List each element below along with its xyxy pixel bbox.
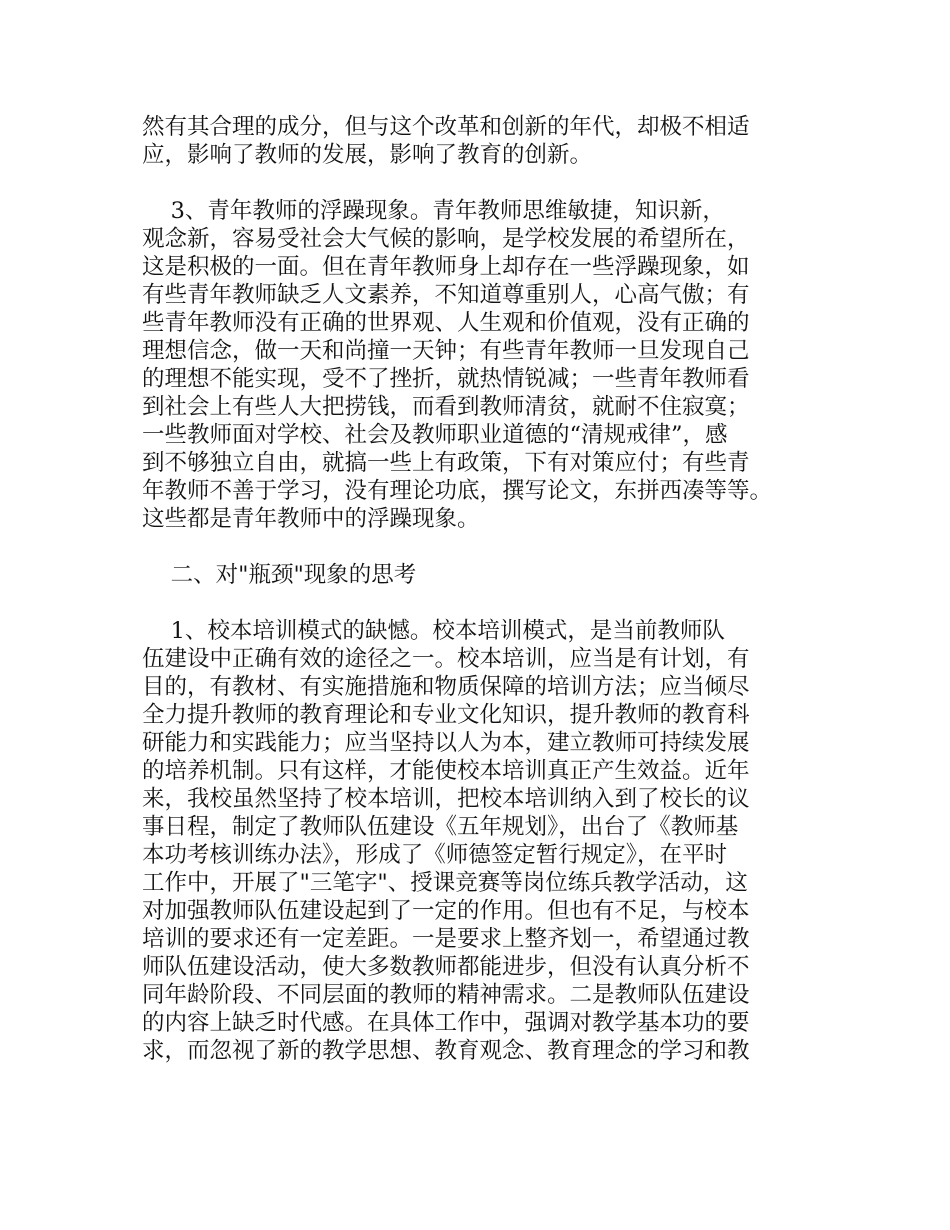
text-line: 对加强教师队伍建设起到了一定的作用。但也有不足，与校本 (142, 898, 750, 924)
text-line: 工作中，开展了"三笔字"、授课竞赛等岗位练兵教学活动，这 (142, 870, 748, 896)
paragraph-spacer (142, 589, 832, 617)
text-line: 这是积极的一面。但在青年教师身上却存在一些浮躁现象，如 (142, 254, 750, 280)
paragraph-spacer (142, 169, 832, 197)
text-line: 到不够独立自由，就搞一些上有政策，下有对策应付；有些青 (142, 450, 750, 476)
heading-line: 二、对"瓶颈"现象的思考 (142, 562, 417, 588)
text-line: 有些青年教师缺乏人文素养，不知道尊重别人，心高气傲；有 (142, 282, 750, 308)
text-line: 1、校本培训模式的缺憾。校本培训模式，是当前教师队 (142, 618, 725, 644)
text-line: 一些教师面对学校、社会及教师职业道德的“清规戒律”，感 (142, 422, 728, 448)
paragraph-continuation (142, 113, 832, 169)
text-line: 同年龄阶段、不同层面的教师的精神需求。二是教师队伍建设 (142, 982, 750, 1008)
section-heading (142, 561, 832, 589)
text-line: 事日程，制定了教师队伍建设《五年规划》，出台了《教师基 (142, 814, 739, 840)
text-line: 来，我校虽然坚持了校本培训，把校本培训纳入到了校长的议 (142, 786, 750, 812)
text-line: 这些都是青年教师中的浮躁现象。 (142, 506, 480, 532)
text-line: 应，影响了教师的发展，影响了教育的创新。 (142, 142, 593, 168)
text-line: 求，而忽视了新的教学思想、教育观念、教育理念的学习和教 (142, 1038, 750, 1064)
text-line: 目的，有教材、有实施措施和物质保障的培训方法；应当倾尽 (142, 674, 750, 700)
text-line: 研能力和实践能力；应当坚持以人为本，建立教师可持续发展 (142, 730, 750, 756)
text-line: 师队伍建设活动，使大多数教师都能进步，但没有认真分析不 (142, 954, 750, 980)
paragraph-point-3 (142, 197, 832, 533)
text-line: 全力提升教师的教育理论和专业文化知识，提升教师的教育科 (142, 702, 750, 728)
text-line: 到社会上有些人大把捞钱，而看到教师清贫，就耐不住寂寞； (142, 394, 750, 420)
paragraph-spacer (142, 533, 832, 561)
text-line: 理想信念，做一天和尚撞一天钟；有些青年教师一旦发现自己 (142, 338, 750, 364)
text-line: 的培养机制。只有这样，才能使校本培训真正产生效益。近年 (142, 758, 750, 784)
text-line: 3、青年教师的浮躁现象。青年教师思维敏捷，知识新， (142, 198, 725, 224)
text-line: 然有其合理的成分，但与这个改革和创新的年代，却极不相适 (142, 114, 750, 140)
paragraph-point-1 (142, 617, 832, 1065)
text-line: 些青年教师没有正确的世界观、人生观和价值观，没有正确的 (142, 310, 750, 336)
document-body (142, 113, 832, 1065)
text-line: 的内容上缺乏时代感。在具体工作中，强调对教学基本功的要 (142, 1010, 750, 1036)
text-line: 的理想不能实现，受不了挫折，就热情锐减；一些青年教师看 (142, 366, 750, 392)
text-line: 年教师不善于学习，没有理论功底，撰写论文，东拼西凑等等。 (142, 478, 773, 504)
text-line: 观念新，容易受社会大气候的影响，是学校发展的希望所在， (142, 226, 750, 252)
text-line: 伍建设中正确有效的途径之一。校本培训，应当是有计划，有 (142, 646, 750, 672)
text-line: 本功考核训练办法》，形成了《师德签定暂行规定》，在平时 (142, 842, 728, 868)
text-line: 培训的要求还有一定差距。一是要求上整齐划一，希望通过教 (142, 926, 750, 952)
